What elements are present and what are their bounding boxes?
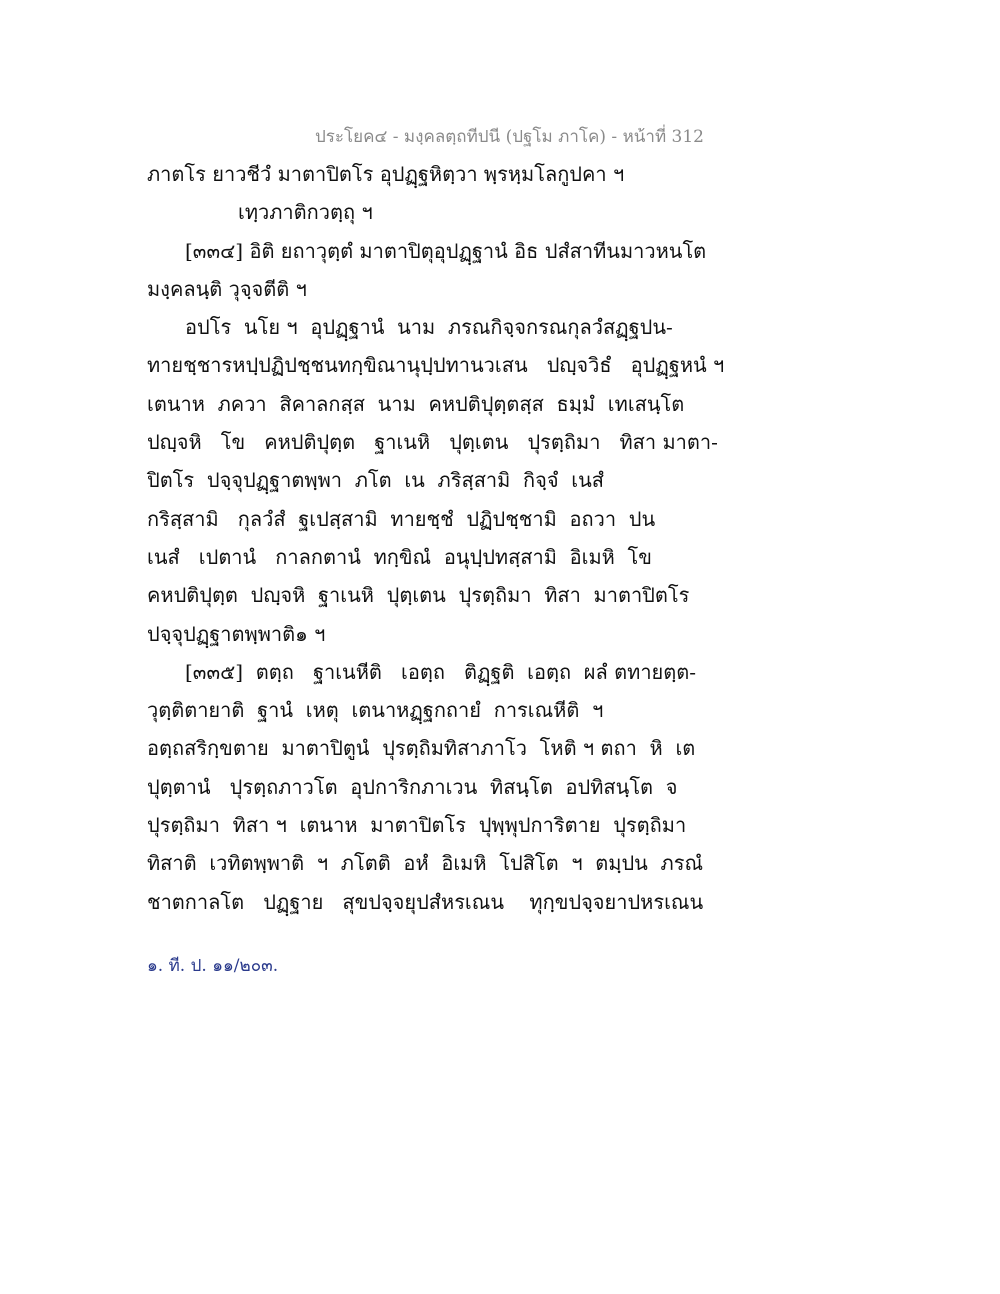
text-line: มงฺคลนฺติ วุจฺจตีติ ฯ: [147, 276, 307, 301]
text-line: ปิตโร ปจฺจุปฏฺฐาตพฺพา ภโต เน ภริสฺสามิ กิจฺจํ เนสํ: [147, 468, 605, 493]
text-line: อตฺถสริกฺขตาย มาตาปิตูนํ ปุรตฺถิมทิสาภาโว โหติ ฯ ตถา หิ เต: [147, 736, 696, 761]
paragraph-start-line: [๓๓๔] อิติ ยถาวุตฺตํ มาตาปิตุอุปฏฺฐานํ อิธ ปสํสาทีนมาวหนโต: [185, 238, 707, 263]
text-line: ทิสาติ เวทิตพฺพาติ ฯ ภโตติ อหํ อิเมหิ โปสิโต ฯ ตมฺปน ภรณํ: [147, 851, 704, 876]
text-line: เนสํ เปตานํ กาลกตานํ ทกฺขิณํ อนุปฺปทสฺสามิ อิเมหิ โข: [147, 544, 652, 569]
text-line: ปญฺจหิ โข คหปติปุตฺต ฐาเนหิ ปุตฺเตน ปุรตฺถิมา ทิสา มาตา-: [147, 430, 718, 455]
footnote: ๑. ที. ป. ๑๑/๒๐๓.: [147, 956, 279, 976]
text-line: ภาตโร ยาวชีวํ มาตาปิตโร อุปฏฺฐหิตฺวา พฺรหฺมโลกูปคา ฯ: [147, 162, 625, 186]
text-line: คหปติปุตฺต ปญฺจหิ ฐาเนหิ ปุตฺเตน ปุรตฺถิมา ทิสา มาตาปิตโร: [147, 583, 690, 608]
running-header: ประโยค๔ - มงฺคลตฺถทีปนี (ปฐโม ภาโค) - หน้าที่ 312: [315, 127, 704, 147]
text-line: เตนาห ภควา สิคาลกสฺส นาม คหปติปุตฺตสฺส ธมฺมํ เทเสนฺโต: [147, 391, 685, 416]
text-line: วุตฺติตายาติ ฐานํ เหตุ เตนาหฏฺฐกถายํ การเณหีติ ฯ: [147, 698, 604, 723]
text-line: ปุรตฺถิมา ทิสา ฯ เตนาห มาตาปิตโร ปุพฺพุปการิตาย ปุรตฺถิมา: [147, 813, 687, 838]
text-line: ปจฺจุปฏฺฐาตพฺพาติ๑ ฯ: [147, 621, 326, 646]
body-text: [147, 155, 725, 921]
text-line: กริสฺสามิ กุลวํสํ ฐเปสฺสามิ ทายชฺชํ ปฏิปชฺชามิ อถวา ปน: [147, 506, 656, 531]
text-line: ทายชฺชารหปฺปฏิปชฺชนทกฺขิณานุปฺปทานวเสน ปญฺจวิธํ อุปฏฺฐหนํ ฯ: [147, 353, 725, 378]
text-line: ชาตกาลโต ปฏฺฐาย สุขปจฺจยุปสํหรเณน ทุกฺขปจฺจยาปหรเณน: [147, 889, 704, 914]
text-line: ปุตฺตานํ ปุรตฺถภาวโต อุปการิกภาเวน ทิสนฺโต อปทิสนฺโต จ: [147, 774, 678, 799]
text-line: เทฺวภาติกวตฺถุ ฯ: [238, 200, 373, 225]
paragraph-start-line: อปโร นโย ฯ อุปฏฺฐานํ นาม ภรณกิจฺจกรณกุลวํสฏฺฐปน-: [185, 315, 673, 340]
paragraph-start-line: [๓๓๕] ตตฺถ ฐาเนหีติ เอตฺถ ติฏฺฐติ เอตฺถ ผลํ ตทายตฺต-: [185, 659, 696, 684]
